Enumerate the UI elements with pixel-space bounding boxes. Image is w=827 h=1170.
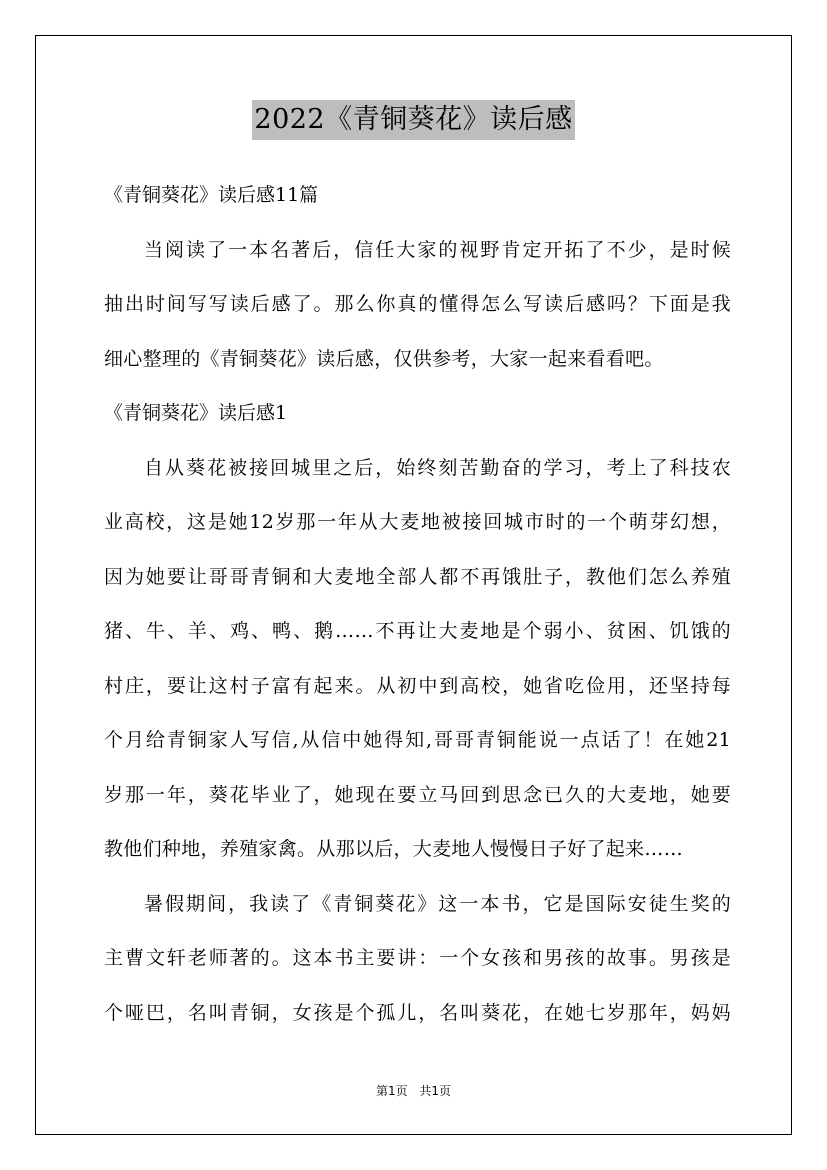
- paragraph-line: 个月给青铜家人写信,从信中她得知,哥哥青铜能说一点话了！在她21: [104, 729, 731, 751]
- document-body: [104, 168, 731, 1040]
- paragraph-line: 暑假期间，我读了《青铜葵花》这一本书，它是国际安徒生奖的: [144, 892, 731, 915]
- intro-line-3: 细心整理的《青铜葵花》读后感，仅供参考，大家一起来看看吧。: [104, 347, 664, 370]
- subtitle-heading: 《青铜葵花》读后感11篇: [104, 184, 319, 206]
- paragraph-line: 村庄，要让这村子富有起来。从初中到高校，她省吃俭用，还坚持每: [104, 674, 731, 697]
- paragraph-line: 个哑巴，名叫青铜，女孩是个孤儿，名叫葵花，在她七岁那年，妈妈: [104, 1001, 731, 1024]
- paragraph-line: 教他们种地，养殖家禽。从那以后，大麦地人慢慢日子好了起来……: [104, 838, 684, 860]
- intro-line-1: 当阅读了一本名著后，信任大家的视野肯定开拓了不少，是时候: [144, 238, 731, 261]
- paragraph-line: 自从葵花被接回城里之后，始终刻苦勤奋的学习，考上了科技农: [144, 456, 731, 479]
- paragraph-line: 岁那一年，葵花毕业了，她现在要立马回到思念已久的大麦地，她要: [104, 783, 731, 806]
- paragraph-line: 因为她要让哥哥青铜和大麦地全部人都不再饿肚子，教他们怎么养殖: [104, 565, 731, 588]
- page-number: 第1页: [375, 1084, 408, 1098]
- page-total: 共1页: [419, 1084, 452, 1098]
- paragraph-line: 主曹文轩老师著的。这本书主要讲：一个女孩和男孩的故事。男孩是: [104, 947, 731, 969]
- document-title: 2022《青铜葵花》读后感: [252, 100, 574, 140]
- page-footer: [0, 1082, 827, 1099]
- title-container: [0, 100, 827, 140]
- section-heading-1: 《青铜葵花》读后感1: [104, 402, 288, 424]
- paragraph-line: 业高校，这是她12岁那一年从大麦地被接回城市时的一个萌芽幻想，: [104, 511, 731, 533]
- paragraph-line: 猪、牛、羊、鸡、鸭、鹅……不再让大麦地是个弱小、贫困、饥饿的: [104, 620, 731, 642]
- intro-line-2: 抽出时间写写读后感了。那么你真的懂得怎么写读后感吗？下面是我: [104, 293, 731, 315]
